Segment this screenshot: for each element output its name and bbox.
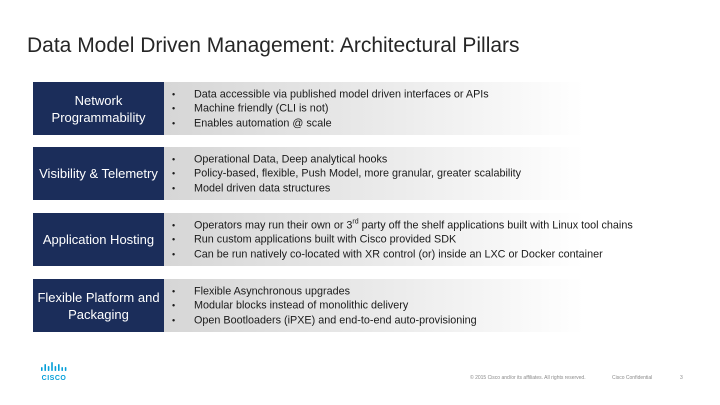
page-number: 3 bbox=[680, 375, 683, 381]
bullet-icon: • bbox=[172, 117, 176, 128]
bullet-item: • Policy-based, flexible, Push Model, more granular, greater scalability bbox=[172, 167, 522, 180]
pillar-label: Application Hosting bbox=[33, 213, 164, 266]
footer-confidential: Cisco Confidential bbox=[612, 375, 653, 381]
bullet-item: • Flexible Asynchronous upgrades bbox=[172, 284, 351, 297]
pillar-details bbox=[164, 213, 689, 266]
bullet-item: • Enables automation @ scale bbox=[172, 116, 332, 129]
bullet-icon: • bbox=[172, 248, 176, 259]
bullet-icon: • bbox=[172, 153, 176, 164]
cisco-logo bbox=[40, 361, 68, 383]
bullet-icon: • bbox=[172, 182, 176, 193]
bullet-icon: • bbox=[172, 314, 176, 325]
bullet-item: • Modular blocks instead of monolithic delivery bbox=[172, 299, 409, 312]
pillar-network-programmability bbox=[33, 82, 689, 135]
bullet-item: • Operational Data, Deep analytical hooks bbox=[172, 152, 388, 165]
bullet-icon: • bbox=[172, 168, 176, 179]
pillar-label: Network Programmability bbox=[33, 82, 164, 135]
slide-title: Data Model Driven Management: Architectural Pillars bbox=[27, 34, 520, 57]
bullet-icon: • bbox=[172, 300, 176, 311]
pillar-label: Flexible Platform and Packaging bbox=[33, 279, 164, 332]
bullet-item: • Open Bootloaders (iPXE) and end-to-end auto-provisioning bbox=[172, 313, 477, 326]
pillar-flexible-platform bbox=[33, 279, 689, 332]
pillar-visibility-telemetry bbox=[33, 147, 689, 200]
bullet-item: • Operators may run their own or 3rd party off the shelf applications built with Linux tool chains bbox=[172, 218, 633, 231]
pillar-details bbox=[164, 82, 689, 135]
footer-copyright: © 2015 Cisco and/or its affiliates. All rights reserved. bbox=[470, 375, 586, 381]
cisco-wordmark: CISCO bbox=[41, 375, 67, 382]
bullet-list bbox=[172, 87, 489, 131]
pillar-label: Visibility & Telemetry bbox=[33, 147, 164, 200]
bullet-item: • Can be run natively co-located with XR control (or) inside an LXC or Docker container bbox=[172, 247, 603, 260]
bullet-list bbox=[172, 218, 633, 262]
bullet-item: • Run custom applications built with Cisco provided SDK bbox=[172, 233, 457, 246]
bullet-item: • Model driven data structures bbox=[172, 181, 331, 194]
bullet-item: • Data accessible via published model driven interfaces or APIs bbox=[172, 87, 489, 100]
bullet-icon: • bbox=[172, 234, 176, 245]
bullet-icon: • bbox=[172, 88, 176, 99]
bullet-item: • Machine friendly (CLI is not) bbox=[172, 102, 329, 115]
bullet-list bbox=[172, 284, 477, 328]
pillar-details bbox=[164, 147, 689, 200]
pillar-application-hosting bbox=[33, 213, 689, 266]
bullet-icon: • bbox=[172, 285, 176, 296]
bullet-icon: • bbox=[172, 219, 176, 230]
cisco-bridge-icon bbox=[40, 361, 68, 374]
pillar-details bbox=[164, 279, 689, 332]
bullet-list bbox=[172, 152, 521, 196]
bullet-icon: • bbox=[172, 103, 176, 114]
